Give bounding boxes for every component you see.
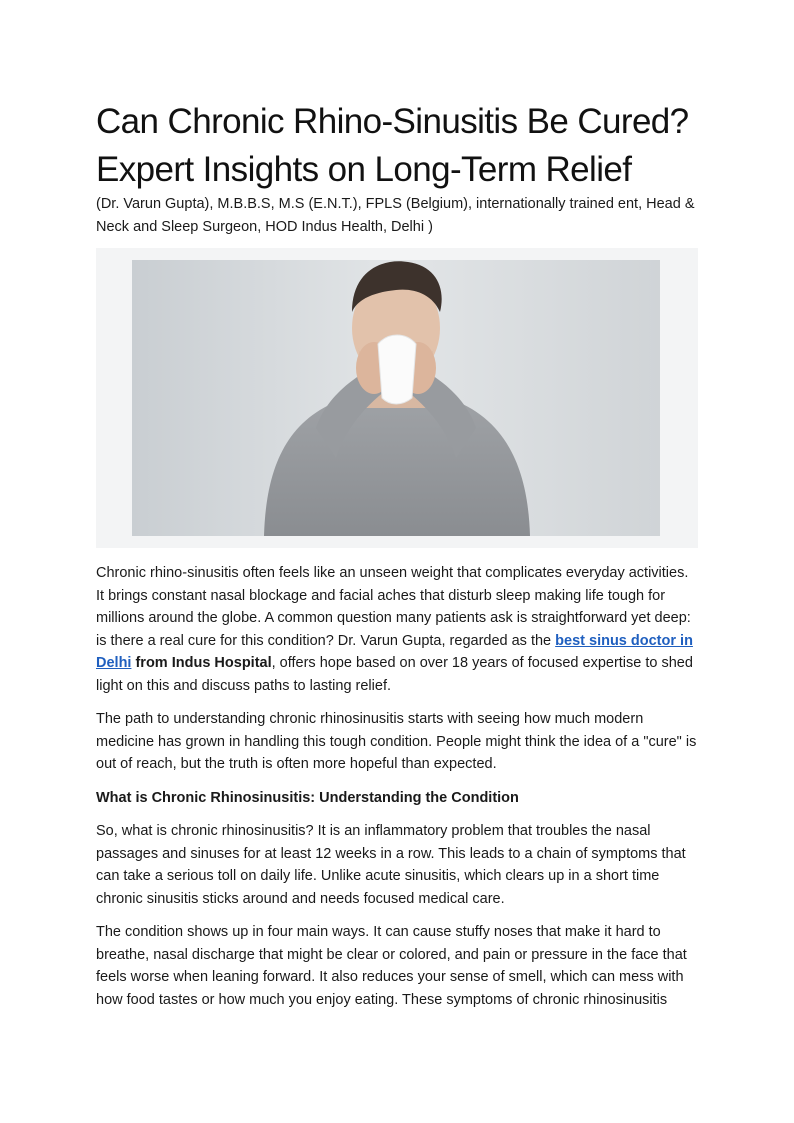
intro-text-end: , offers hope based on over 18 years of focused expertise to shed light on this and discuss paths to lasting relief.: [96, 655, 693, 694]
paragraph-understanding: The path to understanding chronic rhinosinusitis starts with seeing how much modern medicine has grown in handling this tough condition. People might think the idea of a "cure" is out of reach, but the truth is often more hopeful than expected.: [96, 711, 697, 772]
man-sneezing-image: [96, 248, 698, 548]
author-credentials: (Dr. Varun Gupta), M.B.B.S, M.S (E.N.T.), FPLS (Belgium), internationally trained ent, Head & Neck and Sleep Surgeon, HOD Indus Health, Delhi ): [96, 196, 695, 235]
intro-paragraph: [96, 562, 698, 697]
section-heading: What is Chronic Rhinosinusitis: Understanding the Condition: [96, 790, 519, 806]
paragraph-symptoms: The condition shows up in four main ways. It can cause stuffy noses that make it hard to breathe, nasal discharge that might be clear or colored, and pain or pressure in the face that feels worse when leaning forward. It also reduces your sense of smell, which can mess with how food tastes or how much you enjoy eating. These symptoms of chronic rhinosinusitis: [96, 924, 687, 1008]
page-title: Can Chronic Rhino-Sinusitis Be Cured? Expert Insights on Long-Term Relief: [96, 102, 689, 189]
article-photo: [96, 248, 698, 548]
best-sinus-doctor-link[interactable]: best sinus doctor in Delhi: [96, 632, 693, 671]
intro-text: Chronic rhino-sinusitis often feels like an unseen weight that complicates everyday activities. It brings constant nasal blockage and facial aches that disturb sleep making life tough for millions around the globe. A common question many patients ask is straightforward yet deep: is there a real cure for this condition? Dr. Varun Gupta, regarded as the: [96, 565, 691, 649]
paragraph-definition: So, what is chronic rhinosinusitis? It is an inflammatory problem that troubles the nasal passages and sinuses for at least 12 weeks in a row. This leads to a chain of symptoms that can take a serious toll on daily life. Unlike acute sinusitis, which clears up in a short time chronic sinusitis sticks around and needs focused medical care.: [96, 823, 686, 907]
hospital-bold-text: from Indus Hospital: [131, 655, 272, 671]
